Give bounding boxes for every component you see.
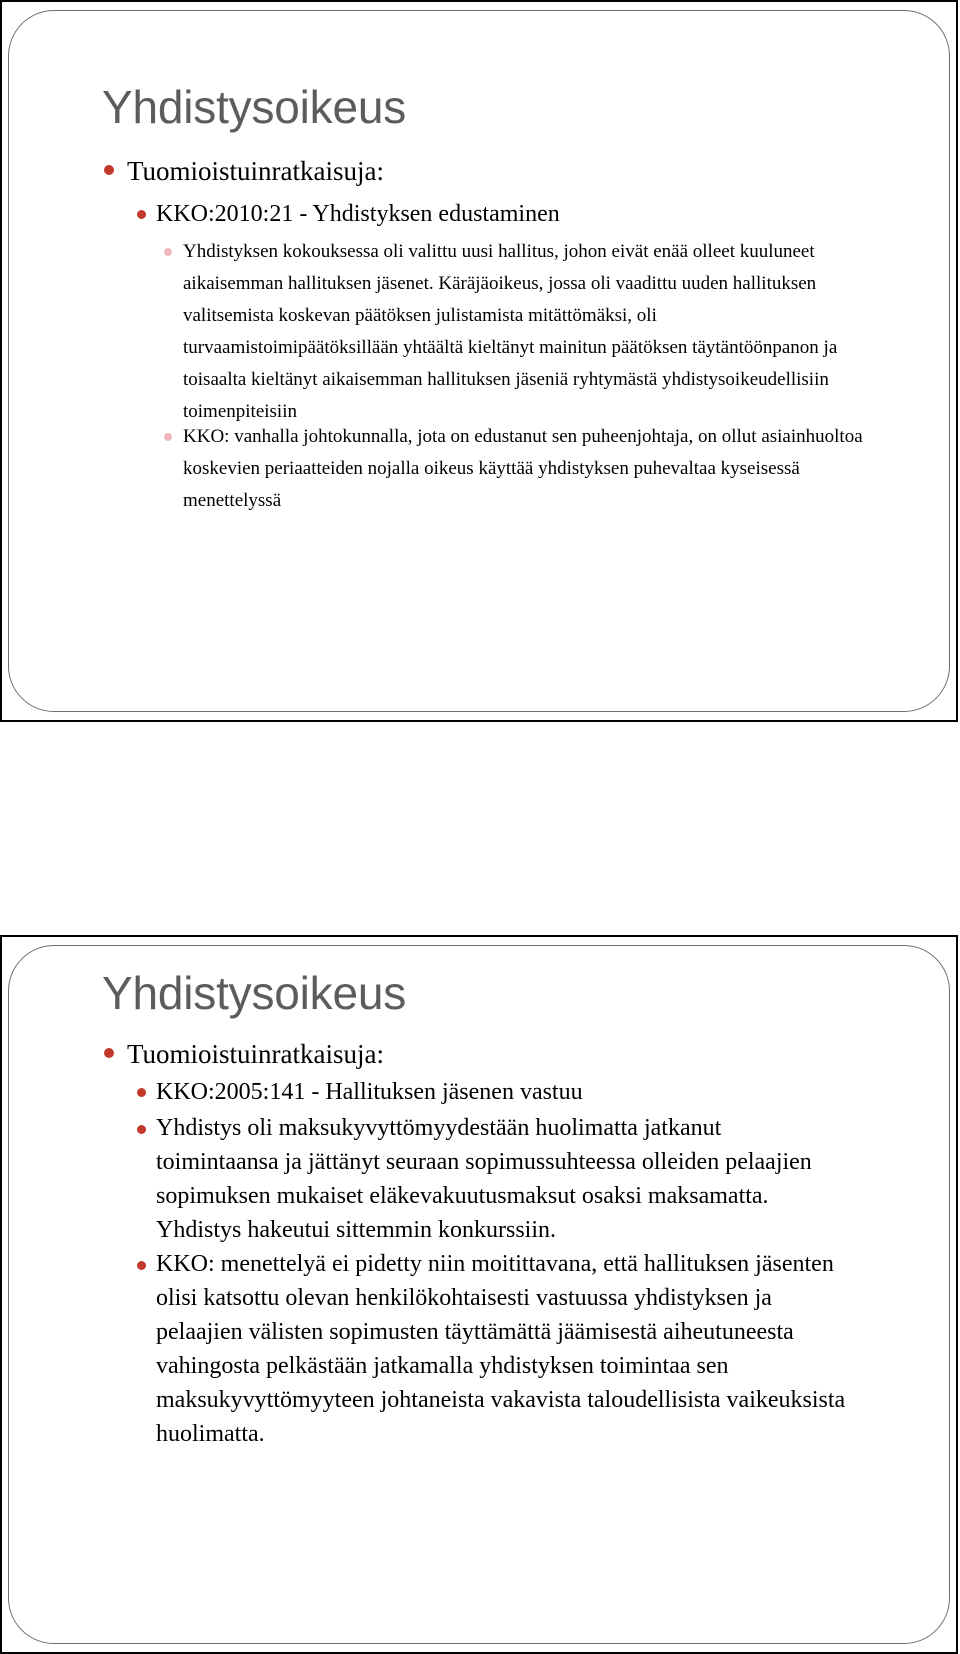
point-text: KKO: menettelyä ei pidetty niin moitittavana, että hallituksen jäsenten olisi katsottu olevan henkilökohtaisesti vastuussa yhdistyksen ja pelaajien välisten sopimusten täyttämättä jäämisestä aiheutuneesta vahingosta pelkästään jatkamalla yhdistyksen toimintaa sen maksukyvyttömyyteen johtaneista vakavista taloudellisista vaikeuksista huolimatta. [156,1251,846,1447]
case-title-text: KKO:2010:21 - Yhdistyksen edustaminen [156,201,560,227]
bullet-dot-icon [137,1261,146,1270]
point-text: Yhdistys oli maksukyvyttömyydestään huolimatta jatkanut toimintaansa ja jättänyt seuraan sopimussuhteessa olleiden pelaajien sopimuksen mukaiset eläkevakuutusmaksut osaksi maksamatta. Yhdistys hakeutui sittemmin konkurssiin. [156,1115,812,1243]
bullet-dot-icon [164,433,172,441]
bullet-dot-icon [137,1125,146,1134]
case-title-text: KKO:2005:141 - Hallituksen jäsenen vastuu [156,1079,583,1105]
slide-2-title: Yhdistysoikeus [102,967,407,1019]
heading-text: Tuomioistuinratkaisuja: [127,1039,385,1069]
bullet-dot-icon [137,1088,146,1097]
bullet-dot-icon [164,248,172,256]
point-text: KKO: vanhalla johtokunnalla, jota on edustanut sen puheenjohtaja, on ollut asiainhuoltoa koskevien periaatteiden nojalla oikeus käyttää yhdistyksen puhevaltaa kyseisessä menettelyssä [183,426,863,511]
bullet-dot-icon [137,210,146,219]
point-text: Yhdistyksen kokouksessa oli valittu uusi hallitus, johon eivät enää olleet kuuluneet aikaisemman hallituksen jäsenet. Käräjäoikeus, jossa oli vaadittu uuden hallituksen valitsemista koskevan päätöksen julistamista mitättömäksi, oli turvaamistoimipäätöksillään yhtäältä kieltänyt mainitun päätöksen täytäntöönpanon ja toisaalta kieltänyt aikaisemman hallituksen jäseniä ryhtymästä yhdistysoikeudellisiin toimenpiteisiin [183,241,838,422]
bullet-dot-icon [104,165,114,175]
heading-text: Tuomioistuinratkaisuja: [127,156,385,186]
bullet-dot-icon [104,1048,114,1058]
slide-1-title: Yhdistysoikeus [102,81,407,133]
